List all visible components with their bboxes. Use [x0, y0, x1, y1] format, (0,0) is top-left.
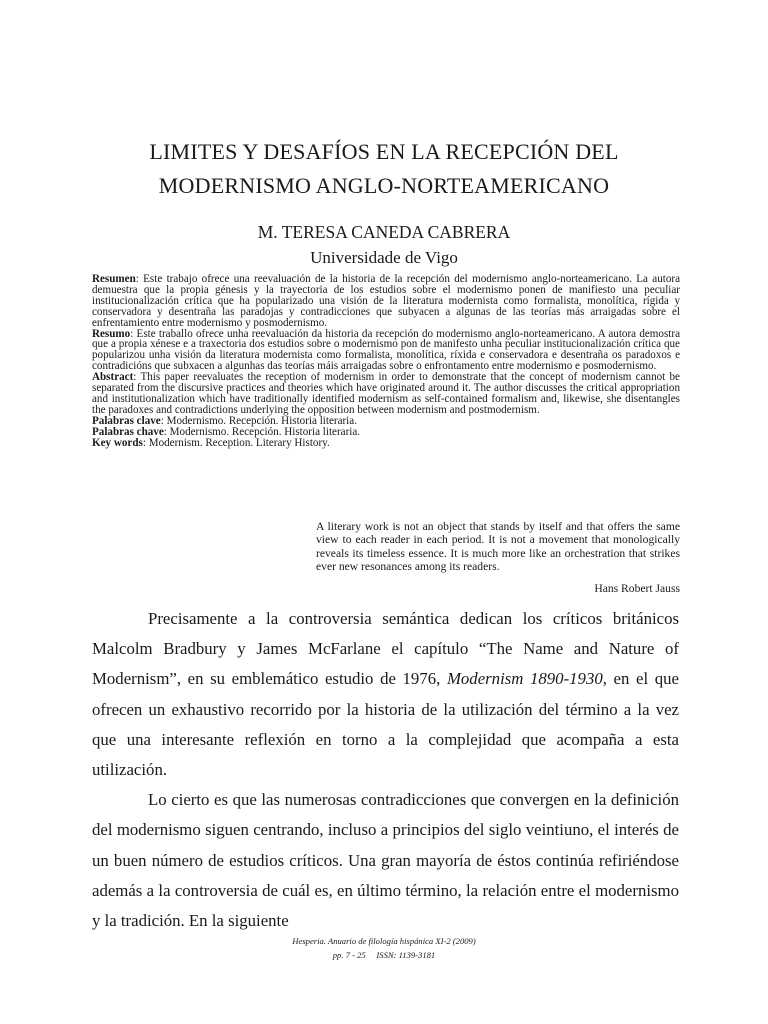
resumen-label: Resumen	[92, 273, 136, 285]
body-paragraph-2: Lo cierto es que las numerosas contradicciones que convergen en la definición del modernismo siguen centrando, incluso a principios del siglo veintiuno, el interés de un buen número de estudios críticos. Una gran mayoría de éstos continúa refiriéndose además a la controversia de cuál es, en último término, la relación entre el modernismo y la tradición. En la siguiente	[92, 790, 679, 931]
page-title-line-1: LIMITES Y DESAFÍOS EN LA RECEPCIÓN DEL	[149, 139, 619, 164]
epigraph-quote: A literary work is not an object that stands by itself and that offers the same view to each reader in each period. It is not a movement that monologically reveals its timeless essence. It is much more like an orchestration that strikes ever new resonances among its readers.	[316, 520, 680, 573]
journal-footer-line-2: pp. 7 - 25 ISSN: 1139-3181	[332, 950, 436, 960]
resumen-text: : Este trabajo ofrece una reevaluación de la historia de la recepción del modernismo anglo-norteamericano. La autora demuestra que la propia génesis y la trayectoria de los estudios sobre el modernismo ponen de manifiesto una peculiar institucionalización crítica que ha popularizado una visión de la literatura modernista como formalista, monolítica, rígida y conservadora y desentraña las paradojas y contradicciones que subyacen a algunas de las teorías más arraigadas sobre el enfrentamiento entre modernismo y posmodernismo.	[92, 273, 680, 329]
body-paragraph-1-end: , en el que ofrecen un exhaustivo recorrido por la historia de la utilización del término a la vez que una interesante reflexión en torno a la complejidad que acompaña a esta utilización.	[92, 669, 679, 780]
journal-footer-line-1: Hesperia. Anuario de filología hispánica XI-2 (2009)	[292, 936, 476, 946]
resumo-label: Resumo	[92, 327, 131, 340]
abstracts-block	[92, 274, 680, 449]
page-title-line-2: MODERNISMO ANGLO-NORTEAMERICANO	[158, 173, 610, 198]
palabras-chave-label: Palabras chave	[92, 425, 164, 438]
abstract-text: : This paper reevaluates the reception of modernism in order to demonstrate that the concept of modernism cannot be separated from the discursive practices and theories which have originated around it. The author discusses the critical appropriation and institutionalization which have traditionally identified modernism as self-contained formalism and, likewise, she disentangles the paradoxes and contradictions underlying the opposition between modernism and postmodernism.	[92, 371, 680, 416]
epigraph-author: Hans Robert Jauss	[594, 582, 680, 595]
resumo-paragraph	[92, 329, 680, 373]
key-words-text: : Modernism. Reception. Literary History.	[142, 436, 330, 449]
abstract-paragraph	[92, 372, 680, 416]
body-paragraph-1-start: Precisamente a la controversia semántica dedican los críticos británicos Malcolm Bradbury y James McFarlane el capítulo “The Name and Nature of Modernism”, en su emblemático estudio de 1976,	[92, 609, 679, 689]
palabras-clave-label: Palabras clave	[92, 414, 161, 427]
resumen-paragraph	[92, 274, 680, 329]
book-title-italic: Modernism 1890-1930	[446, 669, 603, 689]
palabras-chave-text: : Modernismo. Recepción. Historia literaria.	[163, 425, 361, 438]
body-paragraph-1	[92, 604, 679, 785]
palabras-clave-text: : Modernismo. Recepción. Historia literaria.	[160, 414, 357, 427]
author-name: M. TERESA CANEDA CABRERA	[257, 222, 511, 242]
author-affiliation: Universidade de Vigo	[310, 248, 458, 267]
key-words-line	[92, 438, 680, 449]
body-text	[92, 604, 679, 936]
key-words-label: Key words	[92, 436, 143, 449]
abstract-label: Abstract	[92, 371, 134, 384]
resumo-text: : Este traballo ofrece unha reevaluación da historia da recepción do modernismo anglo-norteamericano. A autora demostra que a propia xénese e a traxectoria dos estudios sobre o modernismo pon de manifesto unha peculiar institucionalización crítica que popularizou unha visión da literatura modernista como formalista, monolítica, ríxida e conservadora e desentraña os paradoxos e contradicións que subxacen a algunhas das teorías máis arraigadas sobre o enfrontamento entre modernismo e posmodernismo.	[92, 327, 680, 373]
